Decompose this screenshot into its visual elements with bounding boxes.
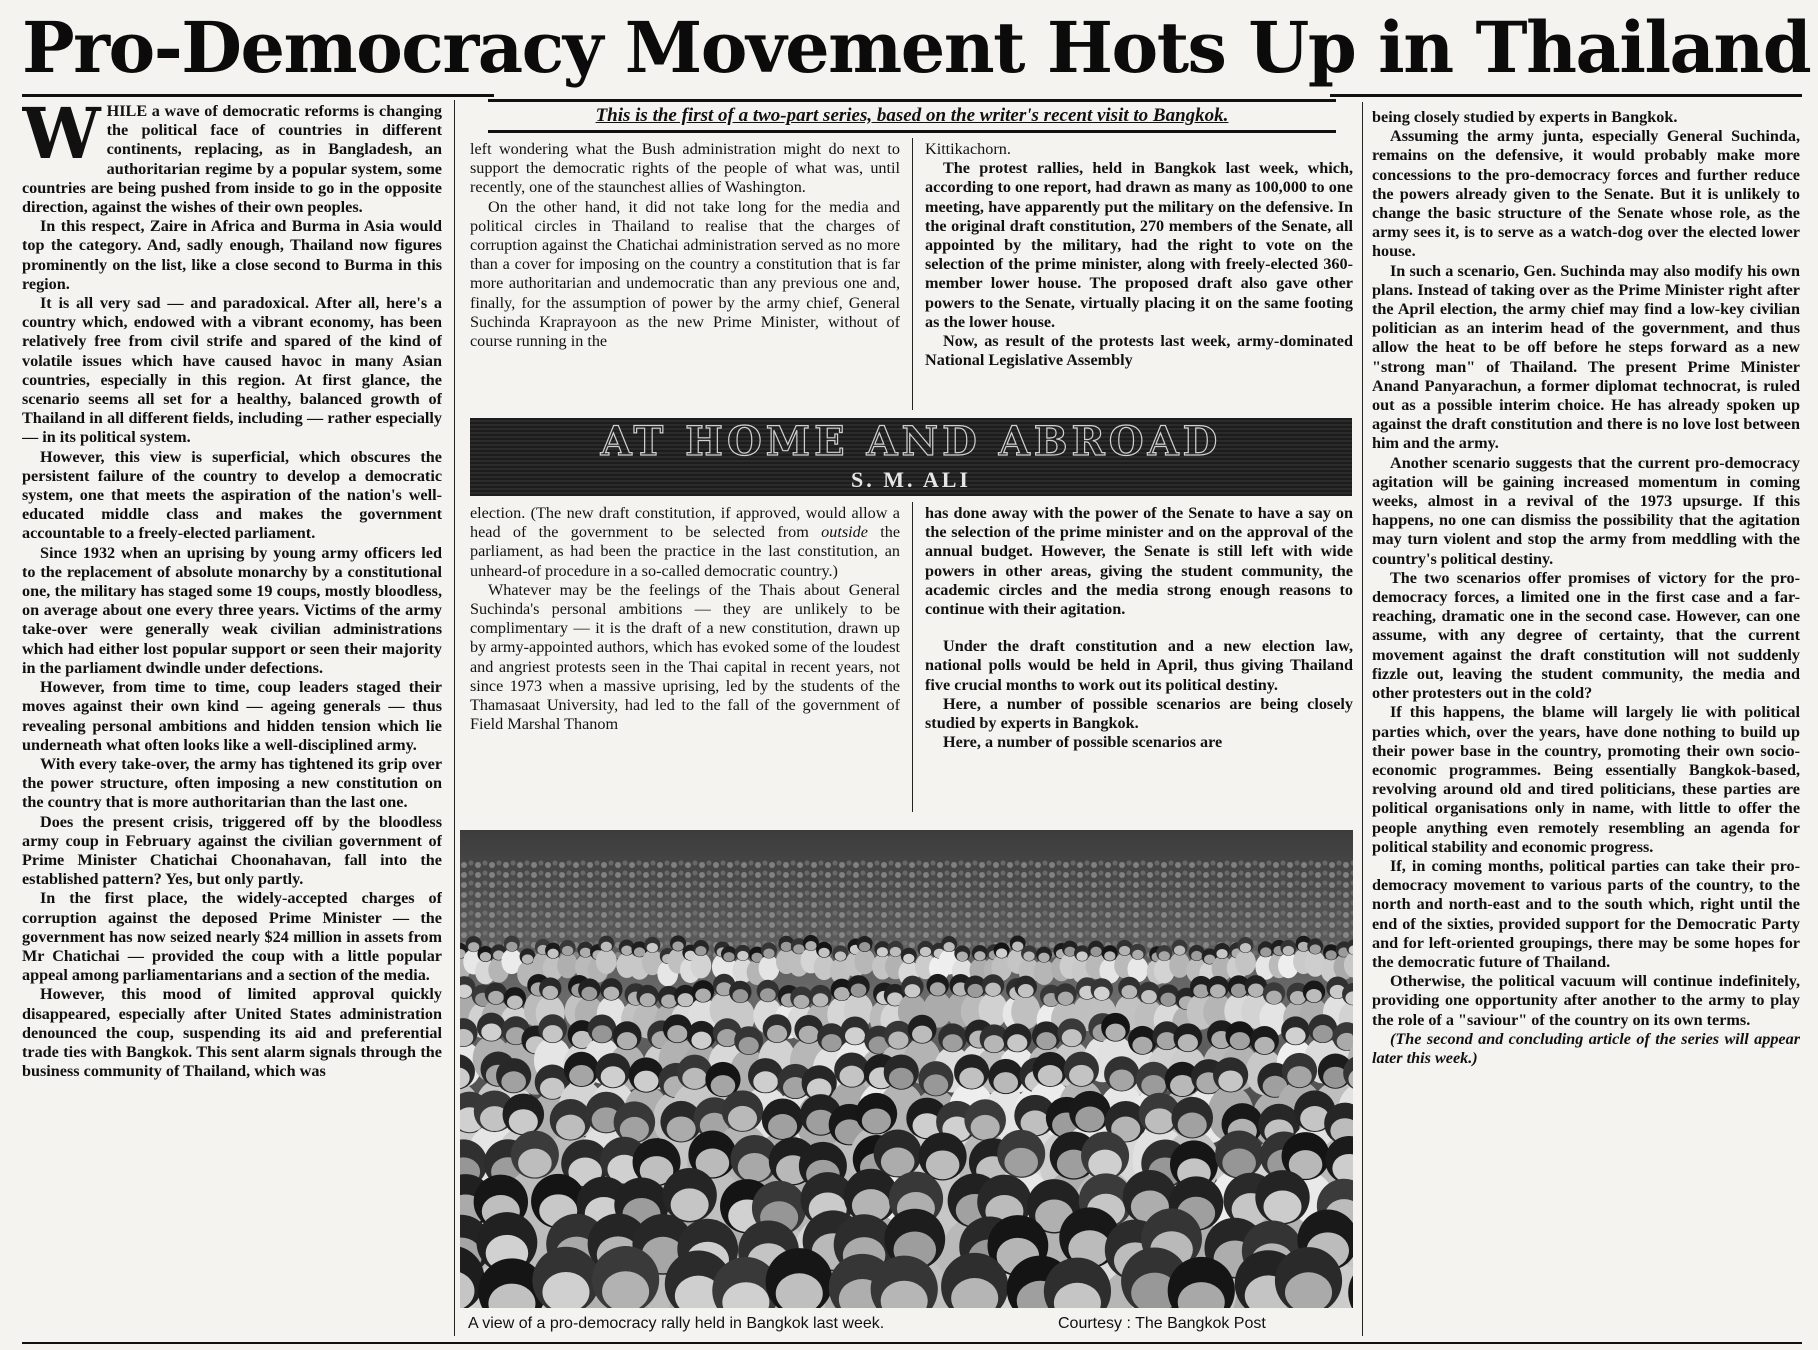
- column-3-bottom: [925, 504, 1353, 810]
- paragraph: In such a scenario, Gen. Suchinda may also modify his own plans. Instead of taking over as the Prime Minister right after the April election, the army chief may find a low-key civilian politician as an interim head of the government, and thus allow the heat to be off before he steps forward as a new "strong man" of Thailand. The present Prime Minister Anand Panyarachun, a former diplomat technocrat, is ruled out as a possible interim choice. He has already spoken up against the draft constitution and there is no love lost between him and the army.: [1372, 261, 1800, 453]
- paragraph: left wondering what the Bush administration might do next to support the democratic rights of the people of what was, until recently, one of the staunchest allies of Washington.: [470, 140, 900, 197]
- paragraph: being closely studied by experts in Bangkok.: [1372, 108, 1678, 126]
- paragraph: However, from time to time, coup leaders staged their moves against their own kind — ageing generals — thus revealing personal ambitions and hidden tension which lie underneath what often looks like a well-disciplined army.: [22, 678, 442, 754]
- paragraph: Assuming the army junta, especially General Suchinda, remains on the defensive, it would probably make more concessions to the pro-democracy forces and further reduce the powers already given to the Senate. But it is unlikely to change the basic structure of the Senate whose role, as the army sees it, is to serve as a watch-dog over the elected lower house.: [1372, 127, 1800, 261]
- paragraph: Now, as result of the protests last week, army-dominated National Legislative Assembly: [925, 332, 1353, 370]
- crowd-image: [460, 830, 1353, 1308]
- paragraph: Since 1932 when an uprising by young army officers led to the replacement of absolute monarchy by a constitutional one, the military has staged some 19 coups, mostly bloodless, on average about one every three years. Victims of the army take-over were generally weak civilian administrations which had either lost popular support or seen their majority in the parliament dwindle under defections.: [22, 543, 442, 677]
- column-rule: [912, 502, 913, 812]
- column-banner: [470, 418, 1352, 496]
- paragraph: has done away with the power of the Senate to have a say on the selection of the prime minister and on the approval of the annual budget. However, the Senate is still left with wide powers in other areas, giving the student community, the academic circles and the media strong enough reasons to continue with their agitation.: [925, 504, 1353, 619]
- paragraph: Under the draft constitution and a new election law, national polls would be held in April, thus giving Thailand five crucial months to work out its political destiny.: [925, 637, 1353, 694]
- paragraph: Kittikachorn.: [925, 140, 1011, 158]
- lead-text: HILE a wave of democratic reforms is changing the political face of countries in different continents, replacing, as in Bangladesh, an authoritarian regime by a popular system, some countries are being pushed from inside to go in the opposite direction, against the wishes of their own peoples.: [22, 102, 442, 217]
- photo-caption-row: [468, 1312, 1348, 1336]
- headline: Pro-Democracy Movement Hots Up in Thailand: [22, 6, 1811, 89]
- column-1: [22, 102, 442, 1302]
- rally-photo: [460, 830, 1353, 1308]
- paragraph: [470, 504, 900, 581]
- paragraph: The two scenarios offer promises of victory for the pro-democracy forces, a limited one in the first case and a far-reaching, dramatic one in the second case. However, can one assume, with any degree of certainty, that the current movement against the draft constitution will not suddenly fizzle out, leaving the student community, the media and other protesters out in the cold?: [1372, 568, 1800, 703]
- paragraph: Another scenario suggests that the current pro-democracy agitation will be gaining increased momentum in coming weeks, almost in a revival of the 1973 upsurge. If this happens, no one can dismiss the possibility that the agitation may turn violent and stop the army from meddling with the country's political destiny.: [1372, 453, 1800, 568]
- column-2-top: [470, 140, 900, 410]
- column-rule: [1362, 102, 1363, 1336]
- headline-rule-left: [22, 94, 494, 97]
- photo-caption: A view of a pro-democracy rally held in Bangkok last week.: [468, 1315, 885, 1332]
- column-4: [1372, 108, 1800, 1318]
- column-rule: [454, 100, 455, 1336]
- text-run: election. (The new draft constitution, if approved, would allow a head of the government to be selected from: [470, 504, 900, 542]
- paragraph: Does the present crisis, triggered off by the bloodless army coup in February against the civilian government of Prime Minister Chatichai Choonahavan, fall into the established pattern? Yes, but only partly.: [22, 812, 442, 889]
- paragraph: Here, a number of possible scenarios are: [943, 733, 1223, 752]
- series-footnote: (The second and concluding article of the series will appear later this week.): [1372, 1029, 1800, 1067]
- drop-cap: W: [22, 102, 101, 175]
- paragraph: If this happens, the blame will largely lie with political parties which, over the years, have done nothing to build up their power base in the country, promoting their own socio-economic programmes. Being essentially Bangkok-based, revolving around old and tired politicians, these parties are political organisations only in name, with little to offer the people anything even remotely resembling an agenda for political stability and economic progress.: [1372, 703, 1800, 856]
- column-rule: [912, 138, 913, 410]
- paragraph: However, this mood of limited approval quickly disappeared, especially after United States administration denounced the coup, suspending its aid and preferential trade ties with Bangkok. This sent alarm signals through the business community of Thailand, which was: [22, 985, 442, 1081]
- text-run: the parliament, as had been the practice in the last constitution, an unheard-of procedure in a so-called democratic country.): [470, 523, 900, 580]
- paragraph: Otherwise, the political vacuum will continue indefinitely, providing one opportunity after another to the army to play the role of a "saviour" of the country on its own terms.: [1372, 972, 1800, 1029]
- paragraph: The protest rallies, held in Bangkok last week, which, according to one report, had drawn as many as 100,000 to one meeting, have apparently put the military on the defensive. In the original draft constitution, 270 members of the Senate, all appointed by the military, had the right to vote on the selection of the prime minister, along with freely-elected 360-member lower house. The proposed draft also gave other powers to the Senate, virtually placing it on the same footing as the lower house.: [925, 159, 1353, 331]
- paragraph: However, this view is superficial, which obscures the persistent failure of the country to develop a democratic system, one that meets the aspiration of the nation's well-educated middle class and makes the government accountable to a freely-elected parliament.: [22, 447, 442, 543]
- emphasis: outside: [821, 523, 868, 542]
- series-note: This is the first of a two-part series, based on the writer's recent visit to Bangkok.: [595, 105, 1229, 126]
- column-2-bottom: [470, 504, 900, 810]
- paragraph: If, in coming months, political parties can take their pro-democracy movement to various parts of the country, to the north and north-east and to the south which, right until the end of the sixties, provided support for the Democratic Party and for left-oriented groupings, there may be some hopes for the democratic future of Thailand.: [1372, 856, 1800, 971]
- column-3-top: [925, 140, 1353, 410]
- byline: S. M. ALI: [851, 467, 971, 492]
- paragraph: It is all very sad — and paradoxical. After all, here's a country which, endowed with a vibrant economy, has been relatively free from civil strife and spared of the kind of volatile issues which have caused havoc in many Asian countries, especially in this region. At first glance, the scenario seems all set for a healthy, balanced growth of Thailand in all different fields, including — rather especially — in its political system.: [22, 294, 442, 447]
- paragraph: On the other hand, it did not take long for the media and political circles in Thailand to realise that the charges of corruption against the Chatichai administration served as no more than a cover for imposing on the country a constitution that is far more authoritarian and undemocratic than any previous one and, finally, for the assumption of power by the army chief, General Suchinda Kraprayoon as the new Prime Minister, without of course running in the: [470, 197, 900, 351]
- series-note-box: [488, 99, 1336, 133]
- article-lead-paragraph: [22, 102, 442, 217]
- headline-rule-right: [1330, 94, 1802, 97]
- column-title: AT HOME AND ABROAD: [600, 418, 1222, 465]
- paragraph: With every take-over, the army has tightened its grip over the power structure, often imposing a new constitution on the country that is more authoritarian than the last one.: [22, 754, 442, 812]
- paragraph: In the first place, the widely-accepted charges of corruption against the deposed Prime Minister — the government has now seized nearly $24 million in assets from Mr Chatichai — provided the coup with a little popular appeal among parliamentarians and a section of the media.: [22, 889, 442, 985]
- paragraph: Whatever may be the feelings of the Thais about General Suchinda's personal ambitions — they are unlikely to be complimentary — it is the draft of a new constitution, drawn up by army-appointed authors, which has evoked some of the loudest and angriest protests seen in the Thai capital in recent years, not since 1973 when a massive uprising, led by the students of the Thamasaat University, had led to the fall of the government of Field Marshal Thanom: [470, 580, 900, 734]
- photo-credit: Courtesy : The Bangkok Post: [1058, 1315, 1266, 1332]
- bottom-rule: [22, 1342, 1802, 1344]
- paragraph: In this respect, Zaire in Africa and Burma in Asia would top the category. And, sadly enough, Thailand now figures prominently on the list, like a close second to Burma in this region.: [22, 217, 442, 293]
- paragraph: Here, a number of possible scenarios are being closely studied by experts in Bangkok.: [925, 694, 1353, 733]
